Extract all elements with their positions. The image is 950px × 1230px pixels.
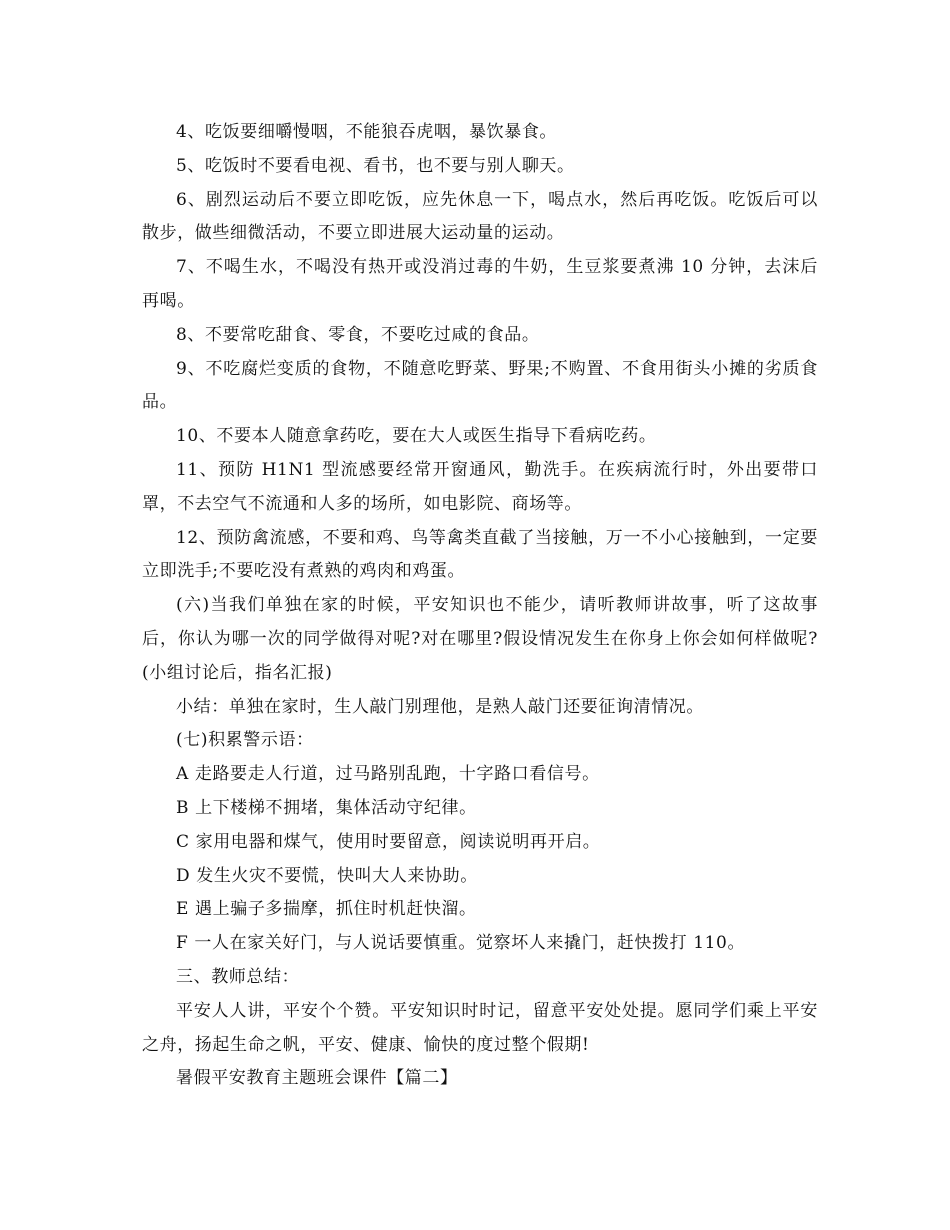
warning-item-f: F 一人在家关好门，与人说话要慎重。觉察坏人来撬门，赶快拨打 110。: [176, 933, 746, 954]
paragraph-item-11: 11、预防 H1N1 型流感要经常开窗通风，勤洗手。在疾病流行时，外出要带口罩，不去空气不流通和人多的场所，如电影院、商场等。: [142, 459, 818, 514]
paragraph-item-8: 8、不要常吃甜食、零食，不要吃过咸的食品。: [176, 324, 540, 345]
paragraph-item-9: 9、不吃腐烂变质的食物，不随意吃野菜、野果;不购置、不食用街头小摊的劣质食品。: [142, 358, 818, 413]
paragraph-summary: 小结：单独在家时，生人敲门别理他，是熟人敲门还要征询清情况。: [176, 696, 704, 717]
next-section-title: 暑假平安教育主题班会课件【篇二】: [176, 1068, 458, 1089]
warning-item-d: D 发生火灾不要慌，快叫大人来协助。: [176, 865, 478, 886]
paragraph-item-4: 4、吃饭要细嚼慢咽，不能狼吞虎咽，暴饮暴食。: [176, 122, 558, 142]
warning-item-e: E 遇上骗子多揣摩，抓住时机赶快溜。: [176, 899, 477, 920]
teacher-summary-heading: 三、教师总结：: [176, 966, 300, 987]
paragraph-item-6: 6、剧烈运动后不要立即吃饭，应先休息一下，喝点水，然后再吃饭。吃饭后可以散步，做些细微活动，不要立即进展大运动量的运动。: [142, 189, 818, 244]
warning-item-b: B 上下楼梯不拥堵，集体活动守纪律。: [176, 797, 477, 818]
warning-item-c: C 家用电器和煤气，使用时要留意，阅读说明再开启。: [176, 831, 601, 852]
teacher-summary-text: 平安人人讲，平安个个赞。平安知识时时记，留意平安处处提。愿同学们乘上平安之舟，扬起生命之帆，平安、健康、愉快的度过整个假期!: [142, 1000, 818, 1055]
paragraph-item-7: 7、不喝生水，不喝没有热开或没消过毒的牛奶，生豆浆要煮沸 10 分钟，去沫后再喝。: [142, 257, 818, 311]
warning-item-a: A 走路要走人行道，过马路别乱跑，十字路口看信号。: [176, 764, 600, 785]
paragraph-section-7-heading: (七)积累警示语：: [176, 730, 314, 751]
paragraph-section-6: (六)当我们单独在家的时候，平安知识也不能少，请听教师讲故事，听了这故事后，你认为哪一次的同学做得对呢?对在哪里?假设情况发生在你身上你会如何样做呢?(小组讨论后，指名汇报): [142, 595, 818, 683]
paragraph-item-12: 12、预防禽流感，不要和鸡、鸟等禽类直截了当接触，万一不小心接触到，一定要立即洗手;不要吃没有煮熟的鸡肉和鸡蛋。: [142, 527, 818, 582]
paragraph-item-10: 10、不要本人随意拿药吃，要在大人或医生指导下看病吃药。: [176, 426, 657, 447]
document-body: [142, 116, 818, 1096]
paragraph-item-5: 5、吃饭时不要看电视、看书，也不要与别人聊天。: [176, 155, 575, 176]
